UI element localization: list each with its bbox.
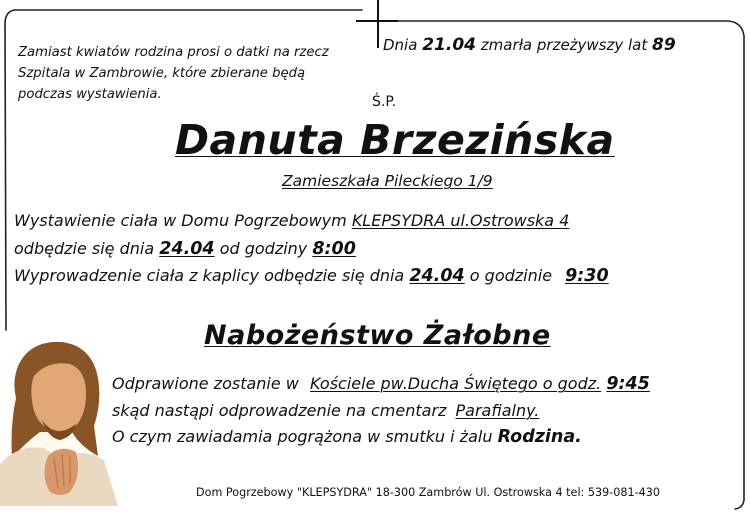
viewing-date: 24.04	[159, 239, 215, 259]
praying-jesus-image	[0, 336, 120, 506]
service-heading: Nabożeństwo Żałobne	[204, 320, 551, 351]
death-prefix: Dnia	[383, 36, 418, 54]
service-church: Kościele pw.Ducha Świętego o godz.	[309, 374, 602, 393]
departure-prefix: Wyprowadzenie ciała z kaplicy odbędzie się dnia	[14, 266, 405, 285]
viewing-line-1	[14, 211, 569, 230]
service-line-1	[112, 374, 650, 394]
viewing-line-2	[14, 239, 356, 259]
viewing-date-prefix: odbędzie się dnia	[14, 239, 155, 258]
death-line	[383, 35, 676, 55]
viewing-prefix: Wystawienie ciała w Domu Pogrzebowym	[14, 211, 347, 230]
departure-date: 24.04	[409, 266, 465, 286]
closing-text: O czym zawiadamia pogrążona w smutku i żalu	[112, 427, 493, 446]
service-prefix: Odprawione zostanie w	[112, 374, 299, 393]
viewing-place: KLEPSYDRA ul.Ostrowska 4	[351, 211, 570, 230]
address-line: Zamieszkała Pileckiego 1/9	[282, 172, 493, 190]
cemetery-prefix: skąd nastąpi odprowadzenie na cmentarz	[112, 401, 447, 420]
sp-abbrev: Ś.P.	[372, 94, 397, 110]
service-line-2	[112, 401, 539, 420]
departure-time: 9:30	[565, 266, 609, 286]
departure-middle: o godzinie	[469, 266, 553, 285]
deceased-name: Danuta Brzezińska	[175, 116, 615, 164]
cemetery-name: Parafialny.	[455, 401, 540, 420]
funeral-home-footer: Dom Pogrzebowy "KLEPSYDRA" 18-300 Zambrów Ul. Ostrowska 4 tel: 539-081-430	[196, 486, 661, 499]
service-line-3	[112, 427, 582, 447]
departure-line	[14, 266, 609, 286]
death-date: 21.04	[422, 35, 476, 55]
viewing-time: 8:00	[312, 239, 356, 259]
service-time: 9:45	[606, 374, 650, 394]
donation-note: Zamiast kwiatów rodzina prosi o datki na rzecz Szpitala w Zambrowie, które zbierane będą podczas wystawienia.	[18, 45, 329, 102]
death-middle: zmarła przeżywszy lat	[480, 36, 648, 54]
family-signature: Rodzina.	[497, 427, 582, 447]
death-age: 89	[652, 35, 676, 55]
viewing-time-prefix: od godziny	[219, 239, 308, 258]
